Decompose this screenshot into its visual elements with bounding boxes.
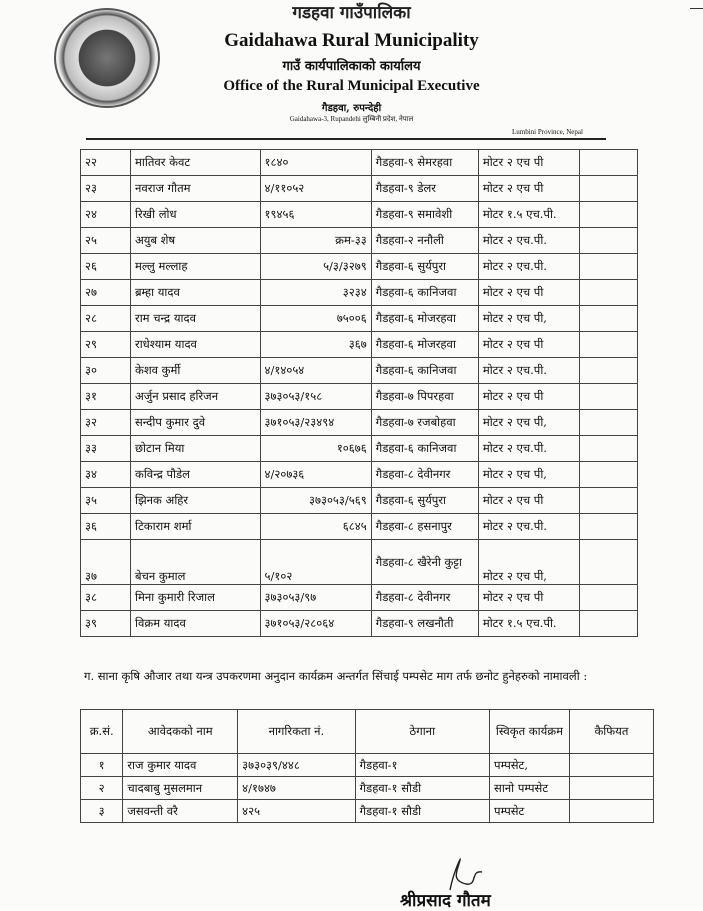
cell-citizenship: ४२५ (238, 800, 355, 823)
cell-name: राज कुमार यादव (123, 754, 238, 777)
cell-citizenship: ४/१७४७ (238, 777, 355, 800)
cell-address: गैडहवा-२ ननौली (371, 228, 478, 254)
cell-remark (569, 777, 653, 800)
header-nepali-title: गडहवा गाउँपालिका (292, 3, 411, 23)
cell-address: गैडहवा-७ रजबोहवा (371, 410, 478, 436)
cell-name: जसवन्ती वरै (123, 800, 238, 823)
table-row (81, 436, 638, 462)
cell-type: मोटर २ एच पी (478, 488, 579, 514)
cell-name: टिकाराम शर्मा (130, 514, 260, 540)
header-nepali-location: गैडहवा, रुपन्देही (321, 103, 382, 114)
cell-address: गैडहवा-१ (355, 754, 489, 777)
cell-citizenship: ३७३०३९/४४८ (238, 754, 355, 777)
cell-type: मोटर २ एच.पी. (478, 514, 579, 540)
cell-serial: ३९ (81, 611, 131, 637)
cell-extra (579, 384, 637, 410)
cell-extra (579, 306, 637, 332)
cell-address: गैडहवा-८ हसनापुर (371, 514, 478, 540)
table-row (81, 384, 638, 410)
cell-address: गैडहवा-७ पिपरहवा (371, 384, 478, 410)
header-province: Lumbini Province, Nepal (512, 128, 583, 136)
cell-name: मिना कुमारी रिजाल (130, 585, 260, 611)
cell-extra (579, 611, 637, 637)
cell-type: मोटर २ एच.पी. (478, 436, 579, 462)
cell-type: मोटर २ एच पी (478, 585, 579, 611)
cell-extra (579, 280, 637, 306)
cell-serial: २ (81, 777, 123, 800)
cell-extra (579, 585, 637, 611)
beneficiary-table (80, 149, 638, 637)
cell-serial: १ (81, 754, 123, 777)
cell-name: अयुब शेष (130, 228, 260, 254)
col-header-sn: क्र.सं. (81, 710, 123, 754)
col-header-remark: कैफियत (569, 710, 653, 754)
cell-address: गैडहवा-९ डेलर (371, 176, 478, 202)
cell-name: झिनक अहिर (130, 488, 260, 514)
cell-type: मोटर २ एच पी (478, 176, 579, 202)
cell-name: मल्लु मल्लाह (130, 254, 260, 280)
cell-citizenship: ४/२०७३६ (260, 462, 371, 488)
cell-citizenship: ३७३०५३/५६९ (260, 488, 371, 514)
cell-name: मातिवर केवट (130, 150, 260, 176)
cell-extra (579, 436, 637, 462)
cell-citizenship: ५/१०२ (260, 540, 371, 585)
cell-program: पम्पसेट (490, 800, 570, 823)
cell-address: गैडहवा-६ मोजरहवा (371, 306, 478, 332)
table-row (81, 150, 638, 176)
cell-serial: ३१ (81, 384, 131, 410)
cell-serial: २८ (81, 306, 131, 332)
cell-serial: २३ (81, 176, 131, 202)
cell-citizenship: ३७३०५३/१५८ (260, 384, 371, 410)
cell-serial: ३४ (81, 462, 131, 488)
section-heading: ग. साना कृषि औजार तथा यन्त्र उपकरणमा अनुदान कार्यक्रम अन्तर्गत सिंचाई पम्पसेट माग तर्फ छनोट हुनेहरुको नामावली : (84, 669, 588, 683)
cell-serial: ३८ (81, 585, 131, 611)
cell-type: मोटर २ एच पी, (478, 306, 579, 332)
cell-address: गैडहवा-८ खैरेनी कुट्टा (371, 540, 478, 585)
cell-type: मोटर २ एच पी (478, 384, 579, 410)
cell-name: केशव कुर्मी (130, 358, 260, 384)
cell-citizenship: ४/१४०५४ (260, 358, 371, 384)
cell-address: गैडहवा-१ सौडी (355, 777, 489, 800)
cell-type: मोटर २ एच पी, (478, 410, 579, 436)
cell-citizenship: क्रम-३३ (260, 228, 371, 254)
table-row (81, 754, 654, 777)
cell-address: गैडहवा-६ मोजरहवा (371, 332, 478, 358)
cell-serial: ३० (81, 358, 131, 384)
table-row (81, 800, 654, 823)
cell-serial: ३ (81, 800, 123, 823)
cell-name: नवराज गौतम (130, 176, 260, 202)
table-row (81, 202, 638, 228)
cell-citizenship: ४/११०५२ (260, 176, 371, 202)
cell-name: चादबाबु मुसलमान (123, 777, 238, 800)
cell-extra (579, 514, 637, 540)
cell-remark (569, 800, 653, 823)
table-row (81, 332, 638, 358)
cell-citizenship: १८४० (260, 150, 371, 176)
col-header-citizenship: नागरिकता नं. (238, 710, 355, 754)
cell-address: गैडहवा-६ कानिजवा (371, 358, 478, 384)
cell-type: मोटर २ एच पी, (478, 462, 579, 488)
header-nepali-office: गाउँ कार्यपालिकाको कार्यालय (282, 59, 421, 74)
cell-remark (569, 754, 653, 777)
cell-extra (579, 358, 637, 384)
cell-extra (579, 462, 637, 488)
cell-type: मोटर २ एच पी, (478, 540, 579, 585)
cell-name: रिखी लोध (130, 202, 260, 228)
header-english-office: Office of the Rural Municipal Executive (223, 78, 480, 94)
cell-address: गैडहवा-८ देवीनगर (371, 585, 478, 611)
cell-address: गैडहवा-९ समावेशी (371, 202, 478, 228)
table-row (81, 176, 638, 202)
cell-name: राधेश्याम यादव (130, 332, 260, 358)
cell-name: छोटान मिया (130, 436, 260, 462)
cell-type: मोटर २ एच पी (478, 150, 579, 176)
cell-citizenship: ३७१०५३/२८०६४ (260, 611, 371, 637)
cell-type: मोटर १.५ एच.पी. (478, 202, 579, 228)
table-row (81, 585, 638, 611)
cell-address: गैडहवा-६ कानिजवा (371, 436, 478, 462)
cell-serial: २४ (81, 202, 131, 228)
cell-program: पम्पसेट, (490, 754, 570, 777)
cell-type: मोटर २ एच पी (478, 280, 579, 306)
cell-citizenship: ६८४५ (260, 514, 371, 540)
table-row (81, 777, 654, 800)
table-row (81, 280, 638, 306)
cell-citizenship: ७५००६ (260, 306, 371, 332)
signatory-name: श्रीप्रसाद गौतम (400, 891, 491, 911)
table-header-row (81, 710, 654, 754)
col-header-program: स्विकृत कार्यक्रम (490, 710, 570, 754)
pumpset-table (80, 709, 654, 823)
cell-name: राम चन्द्र यादव (130, 306, 260, 332)
header-address: Gaidahawa-3, Rupandehi लुम्बिनी प्रदेश, नेपाल (289, 115, 414, 123)
cell-name: ब्रम्हा यादव (130, 280, 260, 306)
table-row (81, 228, 638, 254)
table-row (81, 488, 638, 514)
cell-serial: ३५ (81, 488, 131, 514)
cell-name: विक्रम यादव (130, 611, 260, 637)
col-header-address: ठेगाना (355, 710, 489, 754)
table-row (81, 462, 638, 488)
cell-extra (579, 254, 637, 280)
table-row (81, 611, 638, 637)
cell-serial: ३३ (81, 436, 131, 462)
cell-address: गैडहवा-६ सुर्यपुरा (371, 254, 478, 280)
cell-citizenship: १९४५६ (260, 202, 371, 228)
cell-address: गैडहवा-९ लखनौती (371, 611, 478, 637)
header-divider (86, 138, 606, 140)
cell-name: अर्जुन प्रसाद हरिजन (130, 384, 260, 410)
cell-citizenship: ३२३४ (260, 280, 371, 306)
cell-serial: २७ (81, 280, 131, 306)
cell-address: गैडहवा-८ देवीनगर (371, 462, 478, 488)
cell-serial: २२ (81, 150, 131, 176)
cell-citizenship: ३७१०५३/२३४९४ (260, 410, 371, 436)
cell-extra (579, 176, 637, 202)
cell-extra (579, 202, 637, 228)
table-row (81, 306, 638, 332)
cell-extra (579, 410, 637, 436)
cell-citizenship: ५/३/३२७९ (260, 254, 371, 280)
cell-type: मोटर २ एच.पी. (478, 358, 579, 384)
cell-type: मोटर २ एच पी (478, 332, 579, 358)
cell-address: गैडहवा-९ सेमरहवा (371, 150, 478, 176)
cell-name: सन्दीप कुमार दुवे (130, 410, 260, 436)
cell-type: मोटर २ एच.पी. (478, 254, 579, 280)
cell-serial: २५ (81, 228, 131, 254)
cell-program: सानो पम्पसेट (490, 777, 570, 800)
cell-name: कविन्द्र पौडेल (130, 462, 260, 488)
cell-extra (579, 228, 637, 254)
table-row (81, 358, 638, 384)
cell-serial: २९ (81, 332, 131, 358)
table-row (81, 410, 638, 436)
cell-address: गैडहवा-६ कानिजवा (371, 280, 478, 306)
cell-address: गैडहवा-६ सुर्यपुरा (371, 488, 478, 514)
cell-extra (579, 332, 637, 358)
cell-extra (579, 150, 637, 176)
cell-name: बेचन कुमाल (130, 540, 260, 585)
cell-serial: ३६ (81, 514, 131, 540)
cell-extra (579, 488, 637, 514)
cell-serial: ३२ (81, 410, 131, 436)
cell-citizenship: ३६७ (260, 332, 371, 358)
cell-citizenship: १०६७६ (260, 436, 371, 462)
cell-serial: ३७ (81, 540, 131, 585)
cell-citizenship: ३७३०५३/९७ (260, 585, 371, 611)
cell-type: मोटर १.५ एच.पी. (478, 611, 579, 637)
cell-type: मोटर २ एच.पी. (478, 228, 579, 254)
cell-extra (579, 540, 637, 585)
table-row (81, 514, 638, 540)
header-english-title: Gaidahawa Rural Municipality (224, 30, 479, 51)
table-row (81, 254, 638, 280)
cell-address: गैडहवा-१ सौडी (355, 800, 489, 823)
col-header-name: आवेदकको नाम (123, 710, 238, 754)
table-row (81, 540, 638, 585)
cell-serial: २६ (81, 254, 131, 280)
